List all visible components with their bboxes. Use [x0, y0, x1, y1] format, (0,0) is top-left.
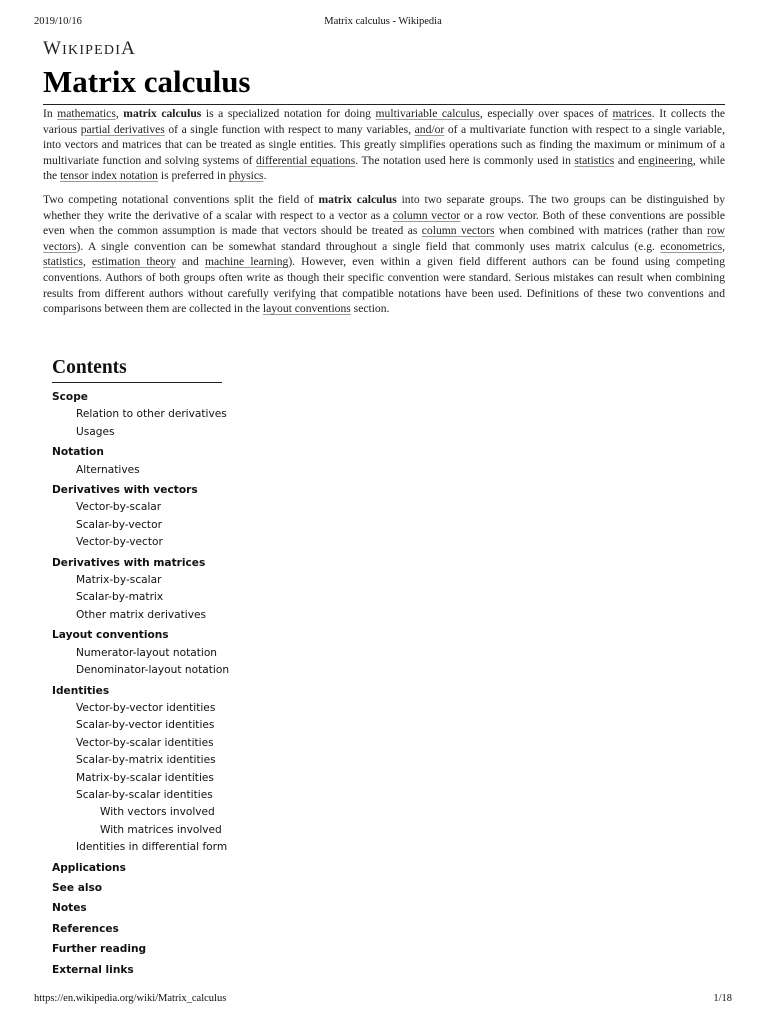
toc-link-scalar-by-vector-identities[interactable]: Scalar-by-vector identities	[76, 719, 215, 732]
link-and-or[interactable]: and/or	[414, 122, 445, 136]
text-run: of a single function with respect to many variables,	[164, 122, 415, 136]
toc-link-scalar-by-scalar-identities[interactable]: Scalar-by-scalar identities	[76, 788, 213, 801]
link-partial-derivatives[interactable]: partial derivatives	[80, 122, 165, 136]
link-row-vectors[interactable]: row vectors	[43, 224, 726, 253]
toc-link-layout-conventions[interactable]: Layout conventions	[52, 629, 169, 642]
link-econometrics[interactable]: econometrics	[660, 239, 723, 253]
toc-link-scalar-by-matrix-identities[interactable]: Scalar-by-matrix identities	[76, 754, 216, 767]
print-header	[34, 16, 732, 30]
bold-term: matrix calculus	[318, 192, 397, 206]
toc-link-numerator-layout-notation[interactable]: Numerator-layout notation	[76, 646, 218, 659]
toc-link-vector-by-vector[interactable]: Vector-by-vector	[76, 536, 163, 549]
text-run: In	[43, 107, 58, 120]
link-statistics[interactable]: statistics	[574, 153, 615, 167]
link-machine-learning[interactable]: machine learning	[204, 255, 289, 269]
text-run: .	[263, 169, 267, 183]
text-run: is preferred in	[157, 169, 229, 183]
print-page-number: 1/18	[713, 993, 732, 1004]
table-of-contents	[52, 356, 230, 979]
link-column-vector[interactable]: column vector	[392, 208, 461, 222]
toc-link-see-also[interactable]: See also	[52, 881, 103, 894]
toc-link-further-reading[interactable]: Further reading	[52, 943, 147, 956]
toc-link-external-links[interactable]: External links	[52, 963, 134, 976]
link-tensor-index-notation[interactable]: tensor index notation	[60, 169, 158, 183]
toc-link-notes[interactable]: Notes	[52, 902, 87, 915]
toc-link-with-matrices-involved[interactable]: With matrices involved	[100, 823, 222, 836]
text-run: ,	[82, 255, 92, 269]
toc-link-scalar-by-matrix[interactable]: Scalar-by-matrix	[76, 591, 164, 604]
toc-title: Contents	[52, 356, 222, 383]
toc-link-vector-by-vector-identities[interactable]: Vector-by-vector identities	[76, 701, 216, 714]
text-run: of a multivariate function with respect to a single variable, into vectors and matrices that can be treated as single entities. This greatly simplifies operations such as finding the maximum or minimum of a multivariate function and solving systems of	[43, 122, 725, 167]
print-page-title: Matrix calculus - Wikipedia	[324, 16, 442, 27]
print-footer	[34, 993, 732, 1007]
toc-link-identities[interactable]: Identities	[52, 684, 110, 697]
link-matrices[interactable]: matrices	[612, 107, 652, 120]
text-run: . It collects the various	[43, 107, 726, 136]
text-run: is a specialized notation for doing	[201, 107, 376, 120]
logo-letters-small: IKIPEDI	[62, 43, 122, 58]
link-layout-conventions[interactable]: layout conventions	[262, 302, 351, 316]
text-run: ,	[722, 239, 725, 253]
link-engineering[interactable]: engineering	[638, 153, 693, 167]
text-run: and	[175, 255, 205, 269]
toc-link-usages[interactable]: Usages	[76, 425, 115, 438]
text-run: ). A single convention can be somewhat standard throughout a single field that commonly uses matrix calculus (e.g.	[76, 239, 661, 253]
logo-letter-last: A	[121, 38, 137, 59]
link-statistics[interactable]: statistics	[43, 255, 83, 269]
print-date: 2019/10/16	[34, 16, 82, 27]
toc-link-other-matrix-derivatives[interactable]: Other matrix derivatives	[76, 608, 207, 621]
text-run: and	[614, 153, 639, 167]
toc-link-derivatives-with-matrices[interactable]: Derivatives with matrices	[52, 556, 206, 569]
toc-link-matrix-by-scalar[interactable]: Matrix-by-scalar	[76, 574, 162, 587]
link-differential-equations[interactable]: differential equations	[256, 153, 356, 167]
intro-paragraph-1	[43, 106, 725, 184]
text-run: ,	[115, 107, 124, 120]
logo-letter-first: W	[43, 38, 63, 59]
toc-link-relation-to-other-derivatives[interactable]: Relation to other derivatives	[76, 408, 227, 421]
text-run: . The notation used here is commonly used in	[355, 153, 575, 167]
link-physics[interactable]: physics	[228, 169, 264, 183]
toc-link-scalar-by-vector[interactable]: Scalar-by-vector	[76, 518, 162, 531]
text-run: ). However, even within a given field different authors can be found using competing conventions. Authors of both groups often write as though their specific convention were standard. Serious mistakes can result when combining results from different authors without carefully verifying that compatible notations have been used. Definitions of these two conventions and comparisons between them are collected in the	[43, 255, 726, 316]
print-url: https://en.wikipedia.org/wiki/Matrix_calculus	[34, 993, 227, 1004]
article-body	[43, 106, 725, 325]
toc-link-alternatives[interactable]: Alternatives	[76, 463, 140, 476]
page-title: Matrix calculus	[43, 64, 725, 105]
toc-link-denominator-layout-notation[interactable]: Denominator-layout notation	[76, 664, 230, 677]
link-column-vectors[interactable]: column vectors	[421, 224, 495, 238]
link-mathematics[interactable]: mathematics	[57, 107, 116, 120]
text-run: section.	[350, 302, 390, 316]
text-run: when combined with matrices (rather than	[494, 224, 707, 238]
toc-link-references[interactable]: References	[52, 922, 119, 935]
toc-link-applications[interactable]: Applications	[52, 861, 126, 874]
toc-link-derivatives-with-vectors[interactable]: Derivatives with vectors	[52, 484, 198, 497]
toc-link-notation[interactable]: Notation	[52, 446, 104, 459]
bold-term: matrix calculus	[123, 107, 202, 120]
text-run: Two competing notational conventions split the field of	[43, 192, 319, 206]
toc-link-identities-in-differential-form[interactable]: Identities in differential form	[76, 841, 228, 854]
text-run: , while the	[43, 153, 726, 183]
toc-link-with-vectors-involved[interactable]: With vectors involved	[100, 806, 215, 819]
intro-paragraph-2	[43, 192, 725, 317]
link-multivariable-calculus[interactable]: multivariable calculus	[375, 107, 480, 120]
toc-link-vector-by-scalar-identities[interactable]: Vector-by-scalar identities	[76, 736, 214, 749]
toc-link-vector-by-scalar[interactable]: Vector-by-scalar	[76, 501, 162, 514]
link-estimation-theory[interactable]: estimation theory	[91, 255, 176, 269]
toc-link-scope[interactable]: Scope	[52, 391, 88, 403]
toc-list	[52, 389, 230, 979]
text-run: into two separate groups. The two groups can be distinguished by whether they write the derivative of a scalar with respect to a vector as a	[43, 192, 726, 222]
toc-link-matrix-by-scalar-identities[interactable]: Matrix-by-scalar identities	[76, 771, 214, 784]
text-run: , especially over spaces of	[479, 107, 613, 120]
wikipedia-logo[interactable]	[43, 38, 136, 60]
text-run: or a row vector. Both of these conventions are possible even when the common assumption is made that vectors should be treated as	[43, 208, 725, 238]
